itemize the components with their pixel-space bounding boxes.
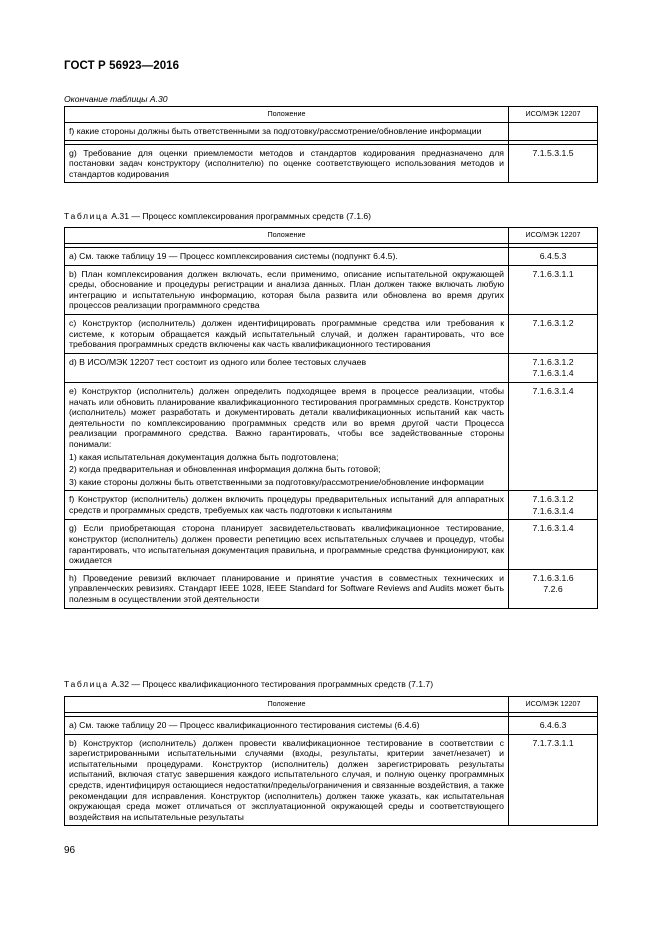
iso-ref-cell: 7.1.6.3.1.4 <box>509 520 598 569</box>
position-cell: g) Требование для оценки приемлемости методов и стандартов кодирования предназначено для постановки задач конструктору (исполнителю) по оценке соответствующего использования методов и стандартов кодирования <box>65 144 509 183</box>
iso-ref-cell: 7.1.6.3.1.4 <box>509 382 598 490</box>
table-row <box>65 569 598 608</box>
column-header-iso: ИСО/МЭК 12207 <box>509 697 598 713</box>
table-row <box>65 353 598 382</box>
iso-ref-cell: 7.1.6.3.1.1 <box>509 265 598 314</box>
position-cell: c) Конструктор (исполнитель) должен идентифицировать программные средства или требования к системе, к которым обращается каждый испытательный случай, и должен гарантировать, что все требования программных средств включены как часть квалификационного тестирования <box>65 314 509 353</box>
table-row <box>65 717 598 735</box>
table-label: Таблица <box>64 679 109 689</box>
column-header-position: Положение <box>65 107 509 123</box>
table-a31 <box>64 227 598 609</box>
table-row <box>65 265 598 314</box>
table-header-row <box>65 228 598 244</box>
table-header-row <box>65 697 598 713</box>
table-row <box>65 314 598 353</box>
position-cell: g) Если приобретающая сторона планирует засвидетельствовать квалификационное тестирование, конструктор (исполнитель) должен провести репетицию всех испытательных случаев и процедур, чтобы гарантировать, что испытательная документация правильна, и программные средства функционируют, как ожидается <box>65 520 509 569</box>
iso-ref-cell: 7.1.7.3.1.1 <box>509 734 598 826</box>
table-row <box>65 734 598 826</box>
iso-ref: 7.1.6.3.1.4 <box>532 368 574 379</box>
table-a30-caption: Окончание таблицы А.30 <box>64 94 168 104</box>
column-header-position: Положение <box>65 228 509 244</box>
table-row <box>65 520 598 569</box>
table-row <box>65 123 598 141</box>
position-cell: a) См. также таблицу 20 — Процесс квалификационного тестирования системы (6.4.6) <box>65 717 509 735</box>
iso-ref-cell <box>509 123 598 141</box>
list-item: 3) какие стороны должны быть ответственными за подготовку/рассмотрение/обновление информации <box>69 476 484 487</box>
iso-ref-cell <box>509 569 598 608</box>
table-header-row <box>65 107 598 123</box>
position-cell: f) Конструктор (исполнитель) должен включить процедуры предварительных испытаний для аппаратных средств и программных средств, требуемых как часть подготовки к испытаниям <box>65 491 509 520</box>
table-row <box>65 382 598 490</box>
table-a32-caption <box>64 679 433 689</box>
page-number: 96 <box>64 845 76 856</box>
iso-ref-cell: 6.4.6.3 <box>509 717 598 735</box>
iso-ref: 7.2.6 <box>543 584 563 595</box>
iso-ref: 7.1.6.3.1.4 <box>532 505 574 516</box>
column-header-position: Положение <box>65 697 509 713</box>
iso-ref-cell: 7.1.6.3.1.2 <box>509 314 598 353</box>
column-header-iso: ИСО/МЭК 12207 <box>509 107 598 123</box>
table-row <box>65 491 598 520</box>
position-cell <box>65 382 509 490</box>
table-title: А.31 — Процесс комплексирования программных средств (7.1.6) <box>108 211 372 221</box>
table-a30 <box>64 106 598 183</box>
iso-ref: 7.1.6.3.1.2 <box>532 494 574 505</box>
iso-ref-cell <box>509 491 598 520</box>
iso-ref-cell <box>509 353 598 382</box>
table-title: А.32 — Процесс квалификационного тестирования программных средств (7.1.7) <box>108 679 434 689</box>
position-cell: b) Конструктор (исполнитель) должен провести квалификационное тестирование в соответствии с зарегистрированными испытательными случаями (входы, результаты, критерии зачет/незачет) и испытательными процедурами. Конструктор (исполнитель) должен зарегистрировать результаты испытаний, включая статус завершения каждого испытательного случая, и полную оценку программных средств, идентифицируя остающиеся недостатки/пределы/ограничения и связанные воздействия, а также рекомендации для исправления. Конструктор (исполнитель) должен также указать, как испытательная окружающая среда может отличаться от эксплуатационной окружающей среды и соответствующего воздействия на испытательные результаты <box>65 734 509 826</box>
position-cell: a) См. также таблицу 19 — Процесс комплексирования системы (подпункт 6.4.5). <box>65 248 509 266</box>
position-cell: b) План комплексирования должен включать, если применимо, описание испытательной окружающей среды, обоснование и процедуры регистрации и анализа данных. План должен также включать любую интеграцию и испытательную информацию, которая была развита или обновлена во время других процессов реализации программного средства <box>65 265 509 314</box>
column-header-iso: ИСО/МЭК 12207 <box>509 228 598 244</box>
table-row <box>65 248 598 266</box>
position-cell: h) Проведение ревизий включает планирование и принятие участия в совместных технических и управленческих ревизиях. Стандарт IEEE 1028, IEEE Standard for Software Reviews and Audits может быть полезным в осуществлении этой деятельности <box>65 569 509 608</box>
item-text: e) Конструктор (исполнитель) должен определить подходящее время в процессе реализации, чтобы начать или обновить планирование квалификационного тестирования программных средств. Конструктор (исполнитель) может разработать и документировать детали квалификационных испытаний как часть деятельности по комплексированию программных средств или во время другой части Процесса реализации программного средства. Важно гарантировать, чтобы все задействованные стороны понимали: <box>69 385 504 449</box>
iso-ref: 7.1.6.3.1.6 <box>532 572 574 583</box>
list-item: 2) когда предварительная и обновленная информация должна быть готовой; <box>69 464 381 475</box>
iso-ref-cell: 7.1.5.3.1.5 <box>509 144 598 183</box>
table-a32 <box>64 696 598 826</box>
iso-ref-cell: 6.4.5.3 <box>509 248 598 266</box>
iso-ref: 7.1.6.3.1.2 <box>532 356 574 367</box>
table-label: Таблица <box>64 211 109 221</box>
position-cell: d) В ИСО/МЭК 12207 тест состоит из одного или более тестовых случаев <box>65 353 509 382</box>
list-item: 1) какая испытательная документация должна быть подготовлена; <box>69 451 339 462</box>
document-header: ГОСТ Р 56923—2016 <box>64 60 180 72</box>
position-cell: f) какие стороны должны быть ответственными за подготовку/рассмотрение/обновление информации <box>65 123 509 141</box>
table-row <box>65 144 598 183</box>
table-a31-caption <box>64 211 371 221</box>
